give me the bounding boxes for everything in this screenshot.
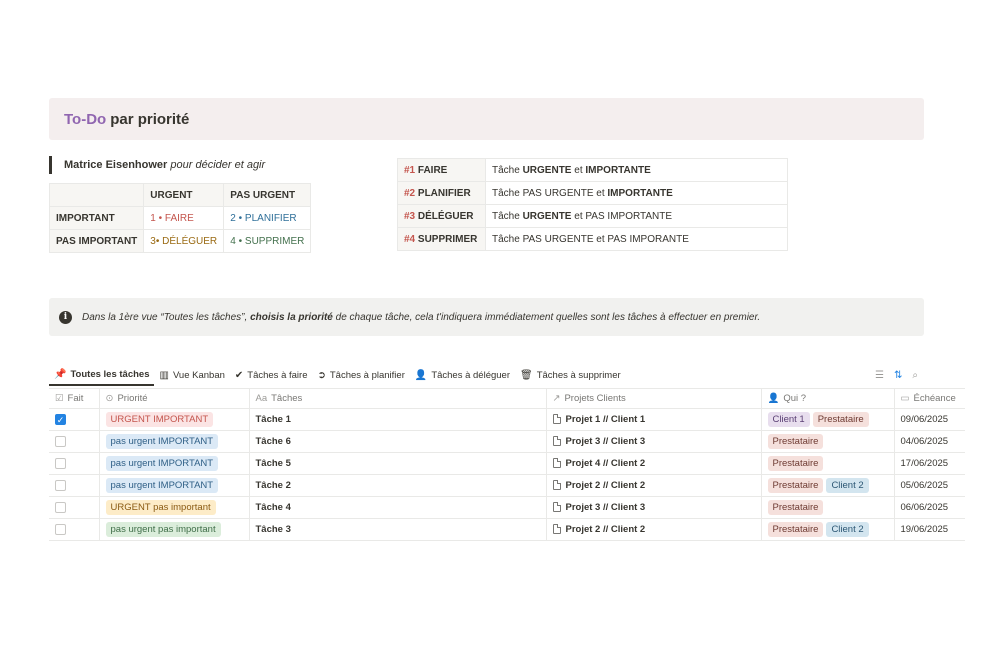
cell-echeance[interactable]: 09/06/2025: [894, 409, 965, 431]
tasks-table: [49, 388, 965, 541]
legend-key-label: FAIRE: [417, 164, 448, 176]
priority-tag: pas urgent IMPORTANT: [106, 478, 219, 493]
project-link[interactable]: Projet 4 // Client 2: [565, 458, 646, 469]
legend-value: [486, 159, 788, 182]
cell-tache[interactable]: Tâche 1: [249, 409, 546, 431]
priority-tag: URGENT IMPORTANT: [106, 412, 214, 427]
view-tabs: [49, 364, 965, 386]
legend-text-part: URGENTE: [522, 210, 572, 222]
who-tag: Prestataire: [768, 434, 824, 449]
cell-tache[interactable]: Tâche 2: [249, 475, 546, 497]
done-checkbox[interactable]: [55, 502, 66, 513]
table-row[interactable]: [49, 409, 965, 431]
legend-text-part: IMPORTANTE: [607, 187, 673, 199]
table-row[interactable]: [49, 453, 965, 475]
cell-echeance[interactable]: 19/06/2025: [894, 519, 965, 541]
page-icon: [553, 414, 561, 424]
info-text-bold: choisis la priorité: [250, 311, 333, 323]
page-title-text: par priorité: [110, 110, 190, 128]
priority-tag: pas urgent pas important: [106, 522, 221, 537]
tab-label: Toutes les tâches: [70, 368, 150, 380]
cell-echeance[interactable]: 06/06/2025: [894, 497, 965, 519]
matrix-cell-deleguer: 3• DÉLÉGUER: [144, 230, 224, 253]
matrix-row-important: IMPORTANT: [50, 207, 144, 230]
legend-key: [398, 182, 486, 205]
who-tag: Client 2: [826, 522, 868, 537]
project-link[interactable]: Projet 3 // Client 3: [565, 502, 646, 513]
who-tag: Client 1: [768, 412, 810, 427]
table-body: [49, 409, 965, 541]
cell-echeance[interactable]: 04/06/2025: [894, 431, 965, 453]
cell-fait: [49, 497, 99, 519]
legend-text-part: Tâche: [492, 164, 523, 176]
legend-text-part: et: [571, 164, 586, 176]
matrix-heading: [49, 156, 265, 174]
legend-row: [398, 228, 788, 251]
header-taches-label: Tâches: [271, 393, 303, 404]
header-priorite-label: Priorité: [117, 393, 148, 404]
legend-value: [486, 182, 788, 205]
legend-key-label: PLANIFIER: [417, 187, 471, 199]
project-link[interactable]: Projet 2 // Client 2: [565, 524, 646, 535]
tab-vue-kanban[interactable]: [154, 364, 229, 386]
cell-tache[interactable]: Tâche 4: [249, 497, 546, 519]
cell-projet[interactable]: [546, 409, 761, 431]
cell-projet[interactable]: [546, 475, 761, 497]
legend-value: [486, 205, 788, 228]
header-echeance-label: Échéance: [913, 393, 956, 404]
arrow-circle-icon: ➲: [317, 369, 326, 381]
tab-tâches-à-faire[interactable]: [230, 364, 313, 386]
relation-arrow-icon: ↗: [552, 393, 561, 404]
matrix-col-pas-urgent: PAS URGENT: [224, 184, 311, 207]
sort-icon[interactable]: ⇅: [894, 369, 903, 381]
tab-label: Tâches à déléguer: [431, 369, 511, 381]
legend-num: #2: [404, 187, 416, 199]
who-tag: Prestataire: [813, 412, 869, 427]
trash-icon: 🗑: [520, 369, 533, 381]
header-taches[interactable]: [249, 389, 546, 409]
columns-icon: ▥: [159, 369, 169, 381]
cell-fait: [49, 475, 99, 497]
eisenhower-matrix: [49, 183, 311, 253]
calendar-icon: ▭: [900, 393, 910, 404]
cell-priorite[interactable]: [99, 409, 249, 431]
person-icon: 👤: [767, 393, 780, 404]
tab-label: Tâches à supprimer: [536, 369, 621, 381]
page-icon: [553, 502, 561, 512]
priority-tag: pas urgent IMPORTANT: [106, 456, 219, 471]
pin-icon: 📌: [54, 368, 67, 380]
tab-label: Vue Kanban: [172, 369, 225, 381]
legend-key-label: DÉLÉGUER: [417, 210, 474, 222]
cell-fait: [49, 409, 99, 431]
cell-priorite[interactable]: [99, 475, 249, 497]
cell-qui[interactable]: [761, 431, 894, 453]
cell-qui[interactable]: [761, 475, 894, 497]
done-checkbox[interactable]: [55, 480, 66, 491]
table-row[interactable]: [49, 475, 965, 497]
tab-label: Tâches à faire: [247, 369, 308, 381]
matrix-cell-supprimer: 4 • SUPPRIMER: [224, 230, 311, 253]
table-row[interactable]: [49, 431, 965, 453]
cell-projet[interactable]: [546, 431, 761, 453]
header-echeance[interactable]: [894, 389, 965, 409]
header-fait-label: Fait: [67, 393, 84, 404]
who-tag: Prestataire: [768, 478, 824, 493]
table-header: [49, 389, 965, 409]
cell-projet[interactable]: [546, 519, 761, 541]
matrix-row-pas-important: PAS IMPORTANT: [50, 230, 144, 253]
table-row[interactable]: [49, 519, 965, 541]
tab-tâches-à-planifier[interactable]: [312, 364, 409, 386]
cell-qui[interactable]: [761, 453, 894, 475]
matrix-corner: [50, 184, 144, 207]
cell-echeance[interactable]: 05/06/2025: [894, 475, 965, 497]
filter-icon[interactable]: ☰: [875, 369, 884, 381]
priority-tag: pas urgent IMPORTANT: [106, 434, 219, 449]
legend-key-label: SUPPRIMER: [417, 233, 478, 245]
page-icon: [553, 480, 561, 490]
page-title-accent: To-Do: [64, 110, 107, 128]
text-icon: Aa: [255, 393, 268, 404]
legend-row: [398, 159, 788, 182]
info-callout: [49, 298, 924, 336]
tab-tâches-à-supprimer[interactable]: [515, 364, 626, 386]
cell-tache[interactable]: Tâche 5: [249, 453, 546, 475]
tab-label: Tâches à planifier: [329, 369, 405, 381]
page-icon: [553, 524, 561, 534]
legend-num: #4: [404, 233, 416, 245]
info-text-before: Dans la 1ère vue “Toutes les tâches”,: [82, 311, 251, 323]
page-icon: [553, 436, 561, 446]
project-link[interactable]: Projet 2 // Client 2: [565, 480, 646, 491]
cell-qui[interactable]: [761, 497, 894, 519]
done-checkbox[interactable]: [55, 524, 66, 535]
matrix-col-urgent: URGENT: [144, 184, 224, 207]
header-fait[interactable]: [49, 389, 99, 409]
info-text: [82, 312, 760, 323]
cell-priorite[interactable]: [99, 431, 249, 453]
legend-key: [398, 228, 486, 251]
checkbox-icon: ☑: [55, 393, 64, 404]
who-tag: Prestataire: [768, 522, 824, 537]
who-tag: Prestataire: [768, 500, 824, 515]
cell-projet[interactable]: [546, 453, 761, 475]
project-link[interactable]: Projet 1 // Client 1: [565, 414, 646, 425]
cell-qui[interactable]: [761, 519, 894, 541]
check-circle-icon: ✔: [234, 369, 244, 381]
priority-tag: URGENT pas important: [106, 500, 216, 515]
header-qui[interactable]: [761, 389, 894, 409]
header-projets[interactable]: [546, 389, 761, 409]
user-check-icon: 👤: [414, 369, 428, 381]
cell-priorite[interactable]: [99, 497, 249, 519]
cell-qui[interactable]: [761, 409, 894, 431]
page-icon: [553, 458, 561, 468]
legend-num: #1: [404, 164, 416, 176]
legend-text-part: Tâche PAS URGENTE et PAS IMPORANTE: [492, 233, 689, 245]
who-tag: Prestataire: [768, 456, 824, 471]
matrix-cell-planifier: 2 • PLANIFIER: [224, 207, 311, 230]
legend-text-part: Tâche PAS URGENTE et: [492, 187, 608, 199]
done-checkbox[interactable]: ✓: [56, 414, 65, 425]
cell-priorite[interactable]: [99, 519, 249, 541]
legend-text-part: Tâche: [492, 210, 523, 222]
legend-text-part: IMPORTANTE: [585, 164, 651, 176]
legend-num: #3: [404, 210, 416, 222]
tab-toutes-les-tâches[interactable]: [49, 364, 154, 386]
done-checkbox[interactable]: [55, 458, 66, 469]
cell-tache[interactable]: Tâche 3: [249, 519, 546, 541]
cell-fait: [49, 431, 99, 453]
header-projets-label: Projets Clients: [564, 393, 626, 404]
cell-echeance[interactable]: 17/06/2025: [894, 453, 965, 475]
search-icon[interactable]: ⌕: [912, 369, 918, 381]
matrix-cell-faire: 1 • FAIRE: [144, 207, 224, 230]
done-checkbox[interactable]: [55, 436, 66, 447]
legend-text-part: et PAS IMPORTANTE: [571, 210, 673, 222]
matrix-heading-italic: pour décider et agir: [170, 159, 266, 171]
legend-key: [398, 205, 486, 228]
legend-key: [398, 159, 486, 182]
header-priorite[interactable]: [99, 389, 249, 409]
legend-row: [398, 205, 788, 228]
legend-value: [486, 228, 788, 251]
tab-list: [49, 364, 626, 386]
who-tag: Client 2: [826, 478, 868, 493]
info-text-after: de chaque tâche, cela t'indiquera immédiatement quelles sont les tâches à effectuer en premier.: [332, 311, 761, 323]
select-icon: ⊙: [105, 393, 114, 404]
info-icon: i: [59, 311, 72, 324]
project-link[interactable]: Projet 3 // Client 3: [565, 436, 646, 447]
cell-fait: [49, 453, 99, 475]
legend-row: [398, 182, 788, 205]
table-row[interactable]: [49, 497, 965, 519]
priority-legend: [397, 158, 788, 251]
header-qui-label: Qui ?: [783, 393, 807, 404]
page-title: [49, 98, 924, 140]
cell-fait: [49, 519, 99, 541]
cell-tache[interactable]: Tâche 6: [249, 431, 546, 453]
tab-tâches-à-déléguer[interactable]: [410, 364, 515, 386]
cell-priorite[interactable]: [99, 453, 249, 475]
legend-text-part: URGENTE: [522, 164, 572, 176]
cell-projet[interactable]: [546, 497, 761, 519]
view-tools: [875, 370, 965, 381]
matrix-heading-bold: Matrice Eisenhower: [64, 159, 168, 171]
